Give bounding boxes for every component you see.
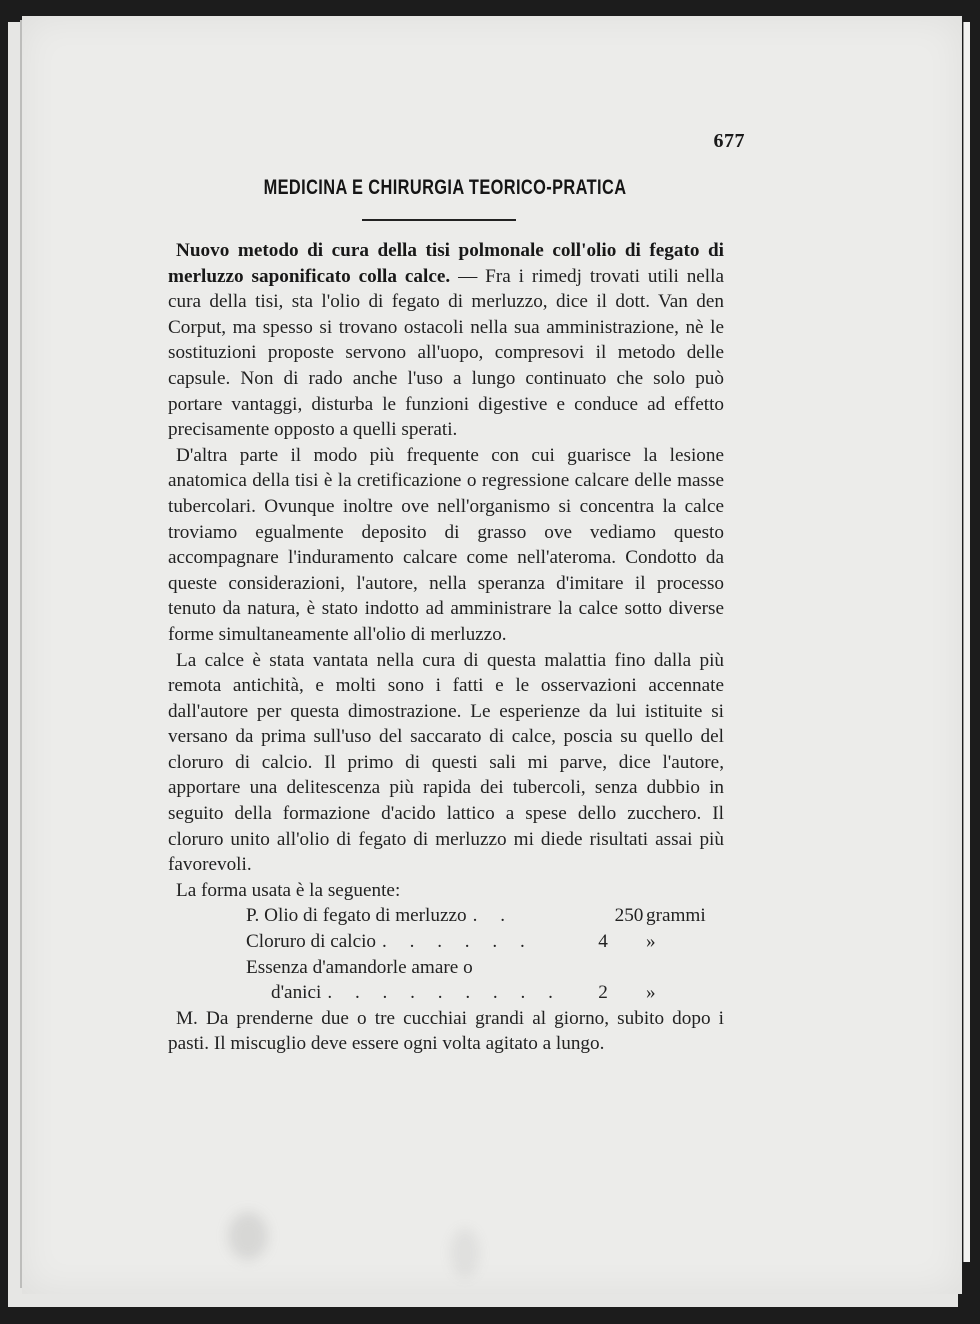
- paragraph-3: La calce è stata vantata nella cura di questa malattia fino dalla più remota antichità, e molti sono i fatti e le osservazioni accennate dall'autore per questa dimostrazione. Le esperienze da lui istituite si versano da prima sull'uso del saccarato di calce, poscia su quello del cloruro di calcio. Il primo di questi sali mi parve, dice l'autore, apportare una delitescenza più rapida dei tubercoli, senza dubbio in seguito della formazione d'acido lattico a spese dello zucchero. Il cloruro unito all'olio di fegato di merluzzo mi diede risultati assai più favorevoli.: [168, 649, 724, 876]
- recipe-unit: grammi: [646, 905, 706, 927]
- paragraph-1: [168, 238, 724, 443]
- recipe-ingredient: Essenza d'amandorle amare o: [246, 956, 473, 978]
- page-left-edge: [20, 20, 22, 1288]
- paragraph-2: D'altra parte il modo più frequente con cui guarisce la lesione anatomica della tisi è la cretificazione o regressione calcare delle masse tubercolari. Ovunque inoltre ove nell'organismo si concentra la calce troviamo egualmente deposito di grasso ove vediamo questo accompagnare l'induramento calcare come nell'ateroma. Condotto da queste considerazioni, l'autore, nella speranza d'imitare il processo tenuto da natura, è stato indotto ad amministrare la calce sotto diverse forme simultaneamente all'olio di merluzzo.: [168, 444, 724, 645]
- page-stain: [228, 1212, 268, 1260]
- recipe-leader-dots: . . . . . . . . .: [327, 982, 562, 1004]
- recipe-row: [168, 980, 724, 1006]
- page-number: 677: [713, 130, 745, 152]
- paragraph-1-text: — Fra i rimedj trovati utili nella cura della tisi, sta l'olio di fegato di merluzzo, dice il dott. Van den Corput, ma spesso si trovano ostacoli nella sua amministrazione, nè le sostituzioni proposte servono all'uopo, compresovi il metodo delle capsule. Non di rado anche l'uso a lungo continuato che solo può portare vantaggi, disturba le funzioni digestive e conduce ad effetto precisamente opposto a quelli sperati.: [168, 265, 724, 441]
- page-stain: [450, 1228, 480, 1278]
- recipe-quantity: 2: [598, 982, 608, 1004]
- article-lead-title: Nuovo metodo di cura della tisi polmonale coll'olio di fegato di merluzzo saponificato colla calce.: [168, 240, 724, 287]
- recipe-leader-dots: . .: [472, 905, 514, 927]
- recipe-ingredient: d'anici: [271, 982, 322, 1004]
- recipe-quantity: 250: [614, 905, 644, 927]
- recipe-row: [168, 903, 724, 929]
- recipe-leader-dots: . . . . . .: [382, 931, 534, 953]
- article-body: [168, 238, 724, 1057]
- recipe-row: [168, 955, 724, 981]
- page-right-edge: [963, 22, 970, 1262]
- recipe-unit: »: [646, 931, 656, 953]
- recipe-ingredient: P. Olio di fegato di merluzzo: [246, 905, 467, 927]
- paragraph-4: La forma usata è la seguente:: [176, 879, 401, 901]
- paragraph-5: M. Da prenderne due o tre cucchiai grandi al giorno, subito dopo i pasti. Il miscuglio deve essere ogni volta agitato a lungo.: [168, 1007, 724, 1055]
- recipe-row: [168, 929, 724, 955]
- title-divider: [362, 219, 516, 221]
- recipe-quantity: 4: [598, 931, 608, 953]
- recipe-list: [168, 903, 724, 1005]
- recipe-ingredient: Cloruro di calcio: [246, 931, 377, 953]
- section-title: MEDICINA E CHIRURGIA TEORICO-PRATICA: [263, 176, 627, 199]
- recipe-unit: »: [646, 982, 656, 1004]
